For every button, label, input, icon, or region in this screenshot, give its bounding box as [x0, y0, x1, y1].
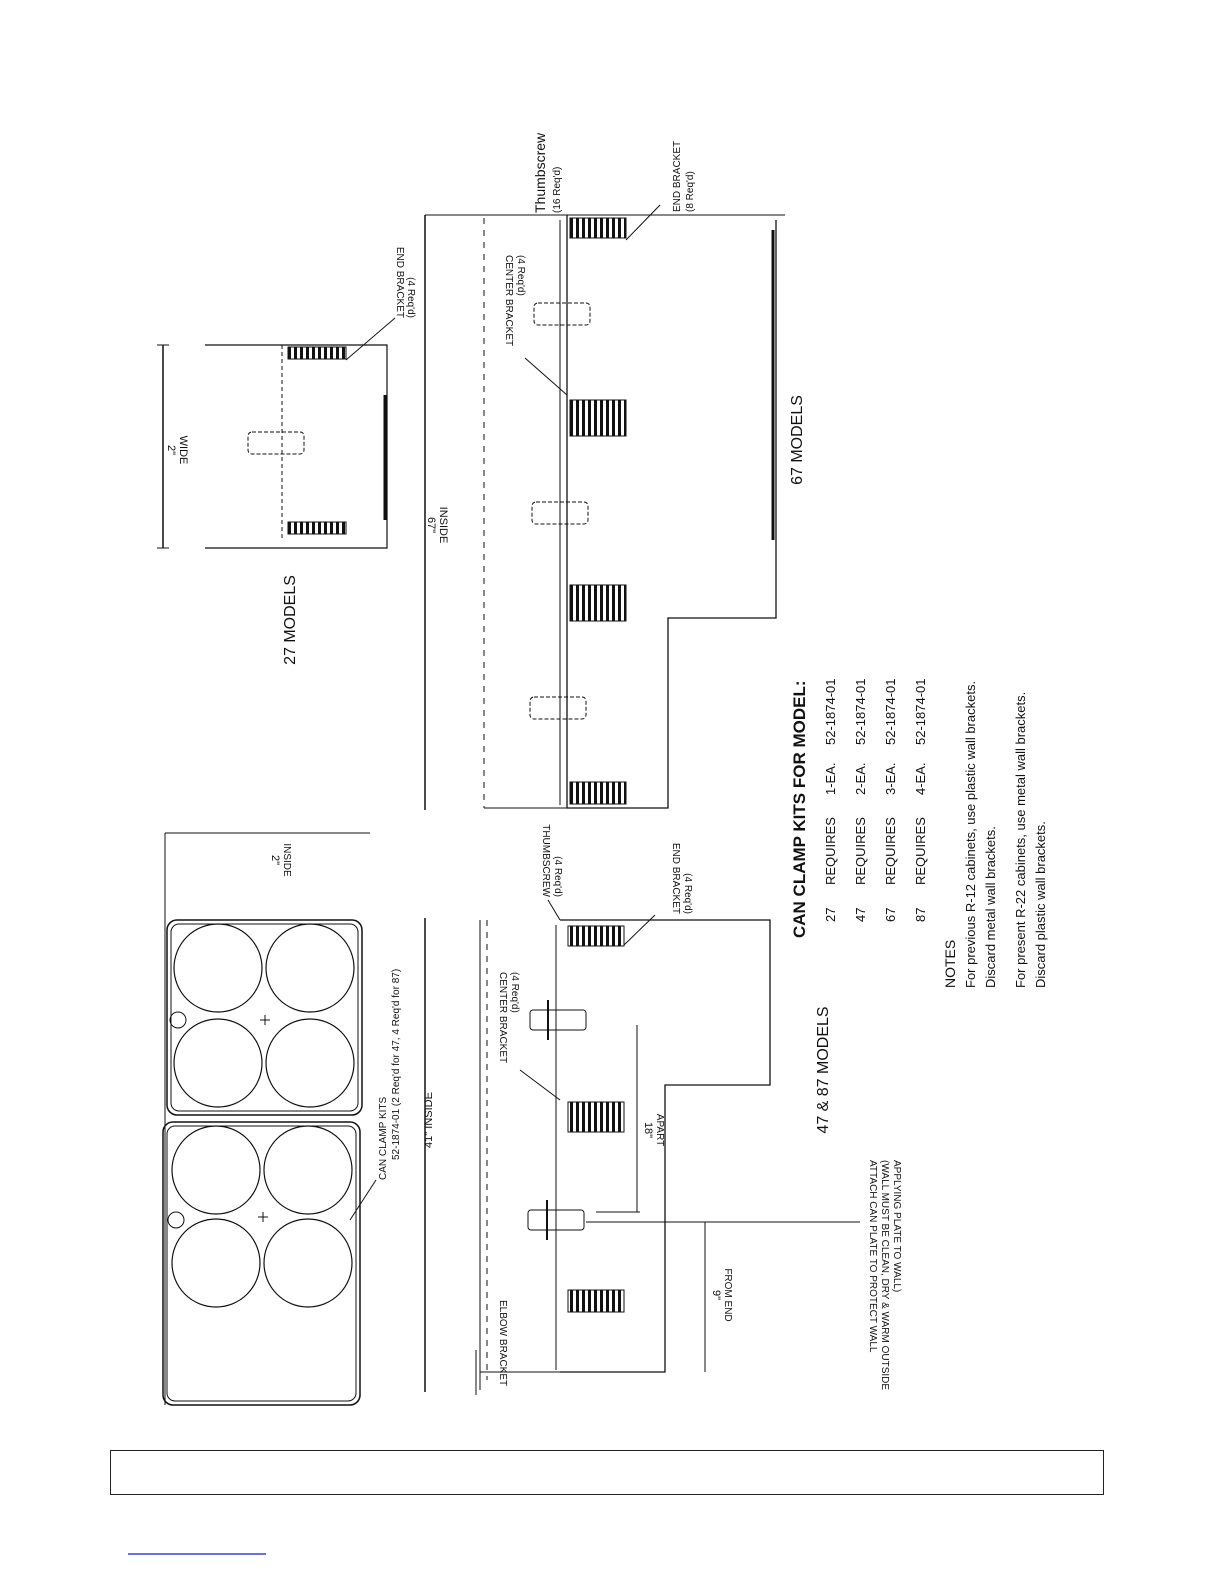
kits-row-model: 67: [883, 907, 898, 922]
model-47-87-center-bracket-req: (4 Req'd): [509, 972, 520, 1013]
kits-row-qty: 4-EA.: [913, 762, 928, 795]
notes-heading: NOTES: [942, 939, 958, 988]
model-67-label: 67 MODELS: [789, 395, 806, 485]
apart-dimension-sub: APART: [654, 1113, 665, 1147]
model-27-end-bracket-label: END BRACKET: [394, 246, 405, 318]
footer-link-underline[interactable]: [128, 1553, 266, 1555]
model-47-87-depth: 2": [269, 854, 281, 866]
model-67-end-bracket-req: (8 Req'd): [685, 171, 696, 212]
model-47-87-label: 47 & 87 MODELS: [815, 1006, 832, 1134]
kits-row: [883, 679, 898, 923]
footer-box: [110, 1450, 1104, 1495]
model-67-inside-width-sub: INSIDE: [437, 506, 449, 544]
kits-row-requires: REQUIRES: [883, 817, 898, 885]
kits-row: [823, 679, 838, 923]
attach-note-line-1: ATTACH CAN PLATE TO PROTECT WALL: [867, 1160, 878, 1353]
model-47-87-view: [163, 833, 860, 1405]
from-end-dimension: 9": [710, 1289, 722, 1301]
model-27-inside-width-sub: WIDE: [177, 435, 189, 465]
model-47-87-depth-sub: INSIDE: [281, 843, 292, 877]
model-47-87-end-bracket-label: END BRACKET: [670, 842, 681, 914]
kits-row-qty: 3-EA.: [883, 762, 898, 795]
kits-row-model: 27: [823, 907, 838, 922]
kits-row: [853, 679, 868, 923]
model-67-center-bracket-req: (4 Req'd): [515, 255, 526, 296]
model-47-87-end-bracket-req: (4 Req'd): [682, 873, 693, 914]
center-bracket-icon: [568, 1102, 624, 1132]
kits-row-requires: REQUIRES: [823, 817, 838, 885]
model-67-thumbscrew-req: (16 Req'd): [552, 166, 563, 213]
kits-row-part: 52-1874-01: [853, 678, 868, 745]
end-bracket-icon: [568, 926, 624, 946]
notes-line: For previous R-12 cabinets, use plastic wall brackets.: [963, 680, 978, 988]
model-47-87-thumbscrew-req: (4 Req'd): [552, 856, 563, 897]
model-27-label: 27 MODELS: [282, 575, 299, 665]
model-47-87-center-bracket-label: CENTER BRACKET: [497, 972, 508, 1064]
notes-line: Discard metal wall brackets.: [983, 826, 998, 988]
model-47-87-thumbscrew-label: THUMBSCREW: [540, 824, 551, 897]
model-67-thumbscrew-label: Thumbscrew: [532, 132, 548, 213]
end-bracket-icon: [288, 522, 346, 534]
model-67-inside-width: 67": [425, 516, 437, 534]
model-67-view: [425, 205, 785, 810]
kits-row-requires: REQUIRES: [853, 817, 868, 885]
end-bracket-icon: [288, 347, 346, 359]
model-67-center-bracket-label: CENTER BRACKET: [503, 255, 514, 347]
model-67-end-bracket-label: END BRACKET: [672, 140, 683, 212]
kits-row-requires: REQUIRES: [913, 817, 928, 885]
kits-row-model: 47: [853, 907, 868, 922]
notes-line: For present R-22 cabinets, use metal wall brackets.: [1013, 691, 1028, 988]
end-bracket-icon: [570, 218, 626, 238]
attach-note-line-2: (WALL MUST BE CLEAN, DRY & WARM OUTSIDE: [879, 1160, 890, 1391]
model-27-view: [157, 318, 395, 548]
can-clamp-kits-label: CAN CLAMP KITS: [378, 1096, 389, 1180]
kits-row: [913, 679, 928, 923]
model-27-inside-width: 2": [165, 444, 177, 456]
kits-row-qty: 2-EA.: [853, 762, 868, 795]
can-clamp-kits-sub: 52-1874-01 (2 Req'd for 47, 4 Req'd for 87): [391, 968, 402, 1160]
elbow-bracket-label: ELBOW BRACKET: [497, 1300, 508, 1387]
from-end-dimension-sub: FROM END: [722, 1268, 733, 1322]
apart-dimension: 18": [642, 1121, 654, 1139]
kits-row-qty: 1-EA.: [823, 762, 838, 795]
attach-note-line-3: APPLYING PLATE TO WALL): [891, 1160, 902, 1293]
notes-line: Discard plastic wall brackets.: [1033, 821, 1048, 988]
kits-row-part: 52-1874-01: [823, 678, 838, 745]
center-bracket-icon: [570, 400, 626, 436]
kits-row-part: 52-1874-01: [883, 678, 898, 745]
model-27-end-bracket-req: (4 Req'd): [405, 277, 416, 318]
center-bracket-icon: [570, 585, 626, 621]
kits-title: CAN CLAMP KITS FOR MODEL:: [790, 680, 809, 938]
end-bracket-icon: [570, 782, 626, 804]
end-bracket-icon: [568, 1290, 624, 1312]
model-47-87-inside-width: 41" INSIDE: [423, 1092, 435, 1148]
kits-row-part: 52-1874-01: [913, 678, 928, 745]
kits-row-model: 87: [913, 907, 928, 922]
